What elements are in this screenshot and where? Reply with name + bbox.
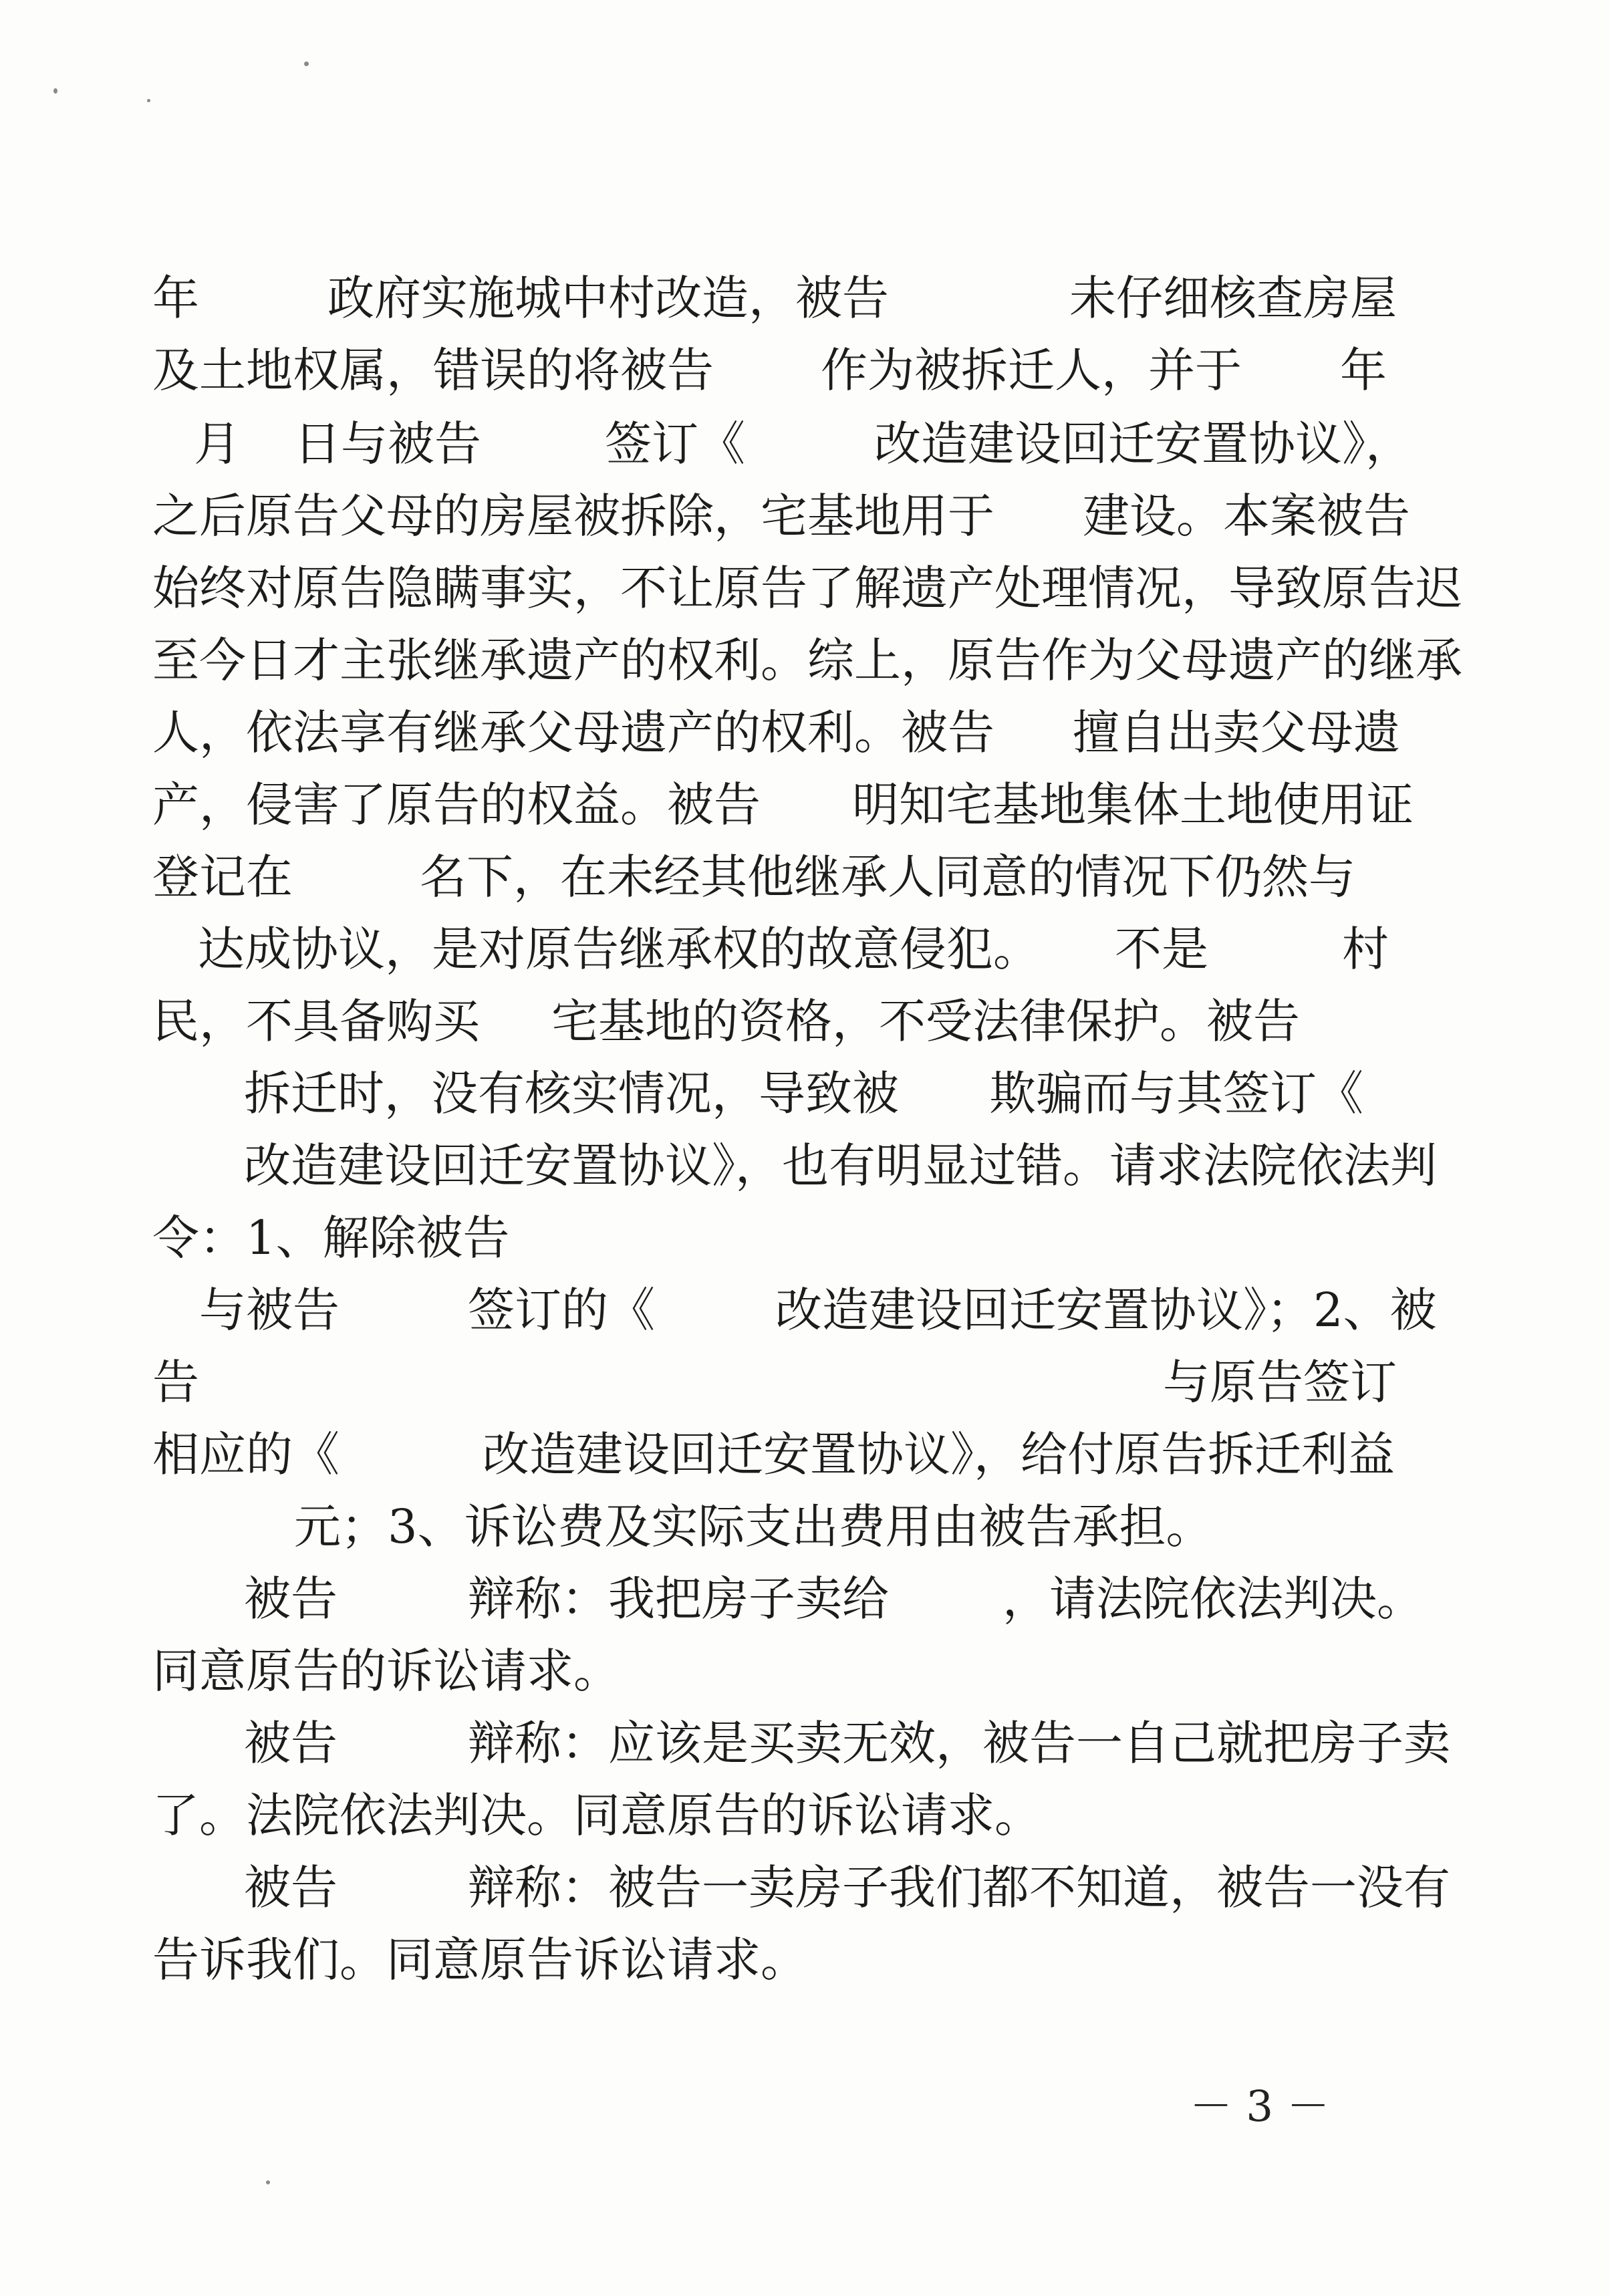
- text-line: [0, 484, 1410, 548]
- text-line: [0, 266, 1397, 330]
- text-segment: 被告: [244, 1716, 338, 1771]
- text-segment: 产，侵害了原告的权益。被告: [152, 777, 761, 832]
- text-segment: 被告: [244, 1571, 338, 1626]
- text-segment: 与被告: [199, 1283, 340, 1337]
- text-segment: 建设。本案被告: [1083, 489, 1410, 543]
- text-line: [0, 1495, 1213, 1559]
- text-segment: 未仔细核查房屋: [1069, 271, 1397, 326]
- text-segment: 始终对原告隐瞒事实，不让原告了解遗产处理情况，导致原告迟: [152, 561, 1462, 616]
- text-segment: 拆迁时，没有核实情况，导致被: [244, 1066, 899, 1121]
- text-line: [0, 917, 1389, 981]
- text-segment: 村: [1342, 922, 1389, 977]
- text-segment: 名下，在未经其他继承人同意的情况下仍然与: [420, 850, 1355, 904]
- text-segment: 被告: [244, 1860, 338, 1915]
- text-segment: 告诉我们。同意原告诉讼请求。: [152, 1932, 807, 1987]
- text-line: [0, 1206, 510, 1270]
- text-segment: 改造建设回迁安置协议》，: [874, 416, 1412, 471]
- text-line: [0, 989, 1300, 1053]
- text-segment: 不是: [1115, 922, 1208, 977]
- text-line: [0, 628, 1462, 692]
- text-segment: 辩称：应该是买卖无效，被告一自己就把房子卖: [468, 1716, 1450, 1771]
- text-segment: 与原告签订: [1163, 1355, 1397, 1410]
- text-line: [0, 1422, 1395, 1487]
- text-segment: 日与被告: [294, 416, 481, 471]
- text-segment: 民，不具备购买: [152, 994, 480, 1049]
- text-line: [0, 1711, 1450, 1775]
- text-line: [0, 556, 1462, 620]
- text-segment: 达成协议，是对原告继承权的故意侵犯。: [198, 922, 1040, 977]
- text-segment: ，请法院依法判决。: [1002, 1571, 1424, 1626]
- text-segment: 签订《: [605, 416, 745, 471]
- text-segment: 同意原告的诉讼请求。: [152, 1644, 620, 1698]
- scan-speck: [53, 88, 57, 94]
- text-segment: 改造建设回迁安置协议》，也有明显过错。请求法院依法判: [244, 1138, 1437, 1193]
- text-segment: 辩称：被告一卖房子我们都不知道，被告一没有: [468, 1860, 1450, 1915]
- text-segment: 宅基地的资格，不受法律保护。被告: [551, 994, 1300, 1049]
- text-line: [0, 1350, 1397, 1414]
- text-segment: 元；3、诉讼费及实际支出费用由被告承担。: [294, 1499, 1213, 1554]
- text-line: [0, 1856, 1450, 1920]
- text-segment: 及土地权属，错误的将被告: [152, 343, 714, 398]
- text-segment: 签订的《: [468, 1283, 655, 1337]
- text-segment: 告: [152, 1355, 199, 1410]
- page-number: － 3 －: [1190, 2082, 1330, 2132]
- scan-speck: [266, 2180, 270, 2184]
- text-segment: 年: [152, 271, 199, 326]
- text-segment: 相应的《: [152, 1427, 340, 1482]
- text-segment: 改造建设回迁安置协议》；2、被: [775, 1283, 1437, 1337]
- text-segment: 人，依法享有继承父母遗产的权利。被告: [152, 705, 994, 760]
- text-segment: 至今日才主张继承遗产的权利。综上，原告作为父母遗产的继承: [152, 633, 1462, 688]
- text-line: [0, 845, 1355, 909]
- text-segment: 年: [1340, 343, 1387, 398]
- text-segment: 辩称：我把房子卖给: [468, 1571, 889, 1626]
- text-segment: 之后原告父母的房屋被拆除，宅基地用于: [152, 489, 994, 543]
- text-segment: 令：1、解除被告: [152, 1210, 510, 1265]
- scan-speck: [304, 61, 309, 66]
- text-line: [0, 700, 1400, 765]
- text-line: [0, 1061, 1363, 1126]
- text-segment: 擅自出卖父母遗: [1073, 705, 1400, 760]
- text-line: [0, 1567, 1424, 1631]
- text-line: [0, 773, 1414, 837]
- text-line: [0, 1783, 1041, 1847]
- text-line: [0, 338, 1387, 402]
- text-line: [0, 1639, 620, 1703]
- text-line: [0, 412, 1412, 476]
- text-segment: 了。法院依法判决。同意原告的诉讼请求。: [152, 1788, 1041, 1843]
- text-line: [0, 1278, 1437, 1342]
- text-segment: 改造建设回迁安置协议》，给付原告拆迁利益: [483, 1427, 1395, 1482]
- text-line: [0, 1928, 807, 1992]
- text-segment: 月: [194, 416, 241, 471]
- scan-speck: [147, 99, 150, 102]
- text-segment: 明知宅基地集体土地使用证: [852, 777, 1414, 832]
- text-segment: 政府实施城中村改造，被告: [327, 271, 889, 326]
- text-segment: 欺骗而与其签订《: [989, 1066, 1363, 1121]
- text-line: [0, 1134, 1437, 1198]
- text-segment: 登记在: [152, 850, 293, 904]
- text-segment: 作为被拆迁人，并于: [821, 343, 1242, 398]
